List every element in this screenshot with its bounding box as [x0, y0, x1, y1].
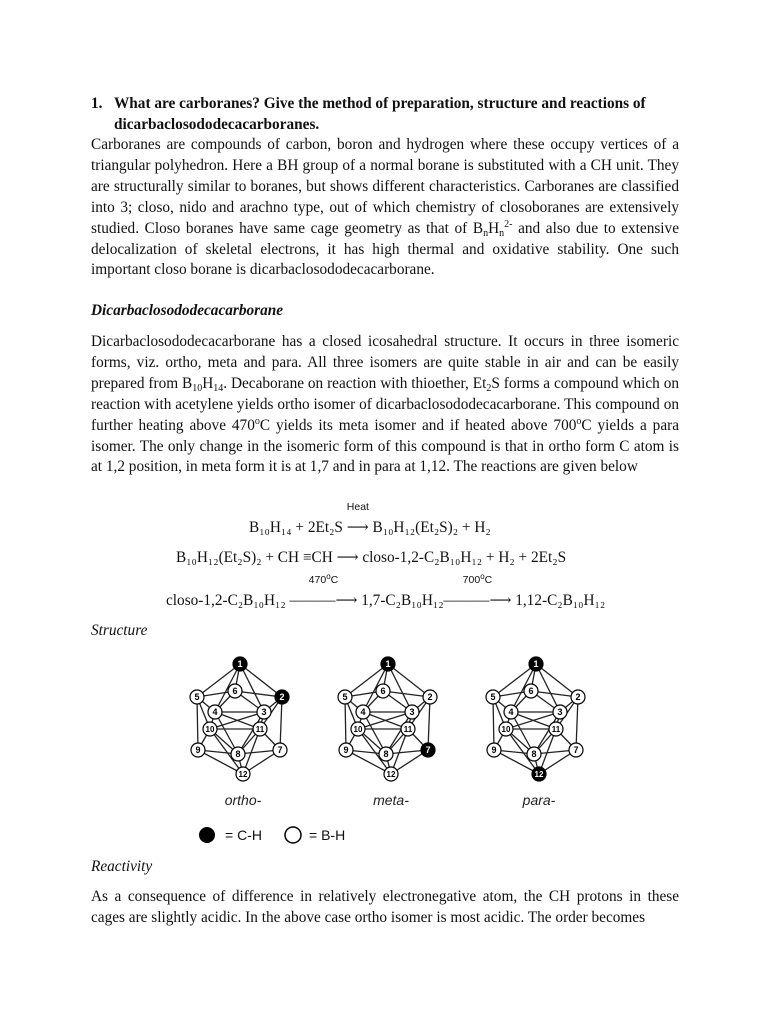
- reaction-3-arrow-1: [289, 572, 358, 610]
- intro-h: H: [488, 219, 500, 237]
- bond: [280, 697, 282, 750]
- reaction-3: [166, 572, 606, 610]
- atom-number: 9: [343, 745, 349, 755]
- question-line-1: What are carboranes? Give the method of preparation, structure and reactions of: [114, 95, 646, 112]
- question-line-2: dicarbaclosododecacarboranes.: [114, 116, 320, 133]
- atom-number: 12: [386, 770, 396, 779]
- reaction-1-reactants: B₁₀H₁₄ + 2Et₂S: [249, 519, 343, 536]
- atom-number: 4: [508, 707, 514, 717]
- atom-number: 8: [235, 749, 241, 759]
- reaction-1-arrow-glyph: ⟶: [346, 519, 369, 536]
- bond: [493, 697, 494, 750]
- atom-number: 5: [342, 692, 348, 702]
- reaction-1: [249, 501, 491, 537]
- atom-number: 1: [533, 659, 539, 669]
- reaction-3-arrow-1-glyph: ———⟶: [289, 592, 358, 609]
- intro-paragraph: [91, 135, 679, 281]
- atom-number: 1: [385, 659, 391, 669]
- atom-number: 11: [551, 725, 561, 734]
- body-paragraph: [91, 332, 679, 478]
- atom-number: 10: [205, 725, 215, 734]
- atom-number: 4: [212, 707, 218, 717]
- atom-number: 4: [360, 707, 366, 717]
- reaction-3-condition-2: [444, 574, 512, 586]
- structure-label: ortho-: [224, 792, 262, 808]
- body-text-5: C yields a para isomer. The only change in the isomeric form of this compound is that in ortho form C atom is at 1,2 position, in meta form it is at 1,7 and in para at 1,12. The reactions are given below: [91, 416, 679, 476]
- question-heading: [91, 93, 691, 135]
- structure-ortho: [190, 657, 289, 808]
- atom-number: 5: [194, 692, 200, 702]
- bond: [576, 697, 578, 750]
- structure-label: meta-: [373, 792, 409, 808]
- reaction-3-arrow-2: [443, 572, 512, 610]
- atom-number: 12: [238, 770, 248, 779]
- structure-para: [486, 657, 585, 808]
- structure-meta: [338, 657, 437, 808]
- atom-number: 8: [383, 749, 389, 759]
- legend-ch-dot: [199, 827, 215, 843]
- atom-number: 2: [427, 692, 433, 702]
- atom-number: 6: [380, 686, 386, 696]
- atom-number: 1: [237, 659, 243, 669]
- intro-charge: 2-: [504, 218, 513, 230]
- legend: [195, 820, 395, 850]
- structure-label: para-: [522, 792, 556, 808]
- legend-bh-dot: [285, 827, 301, 843]
- intro-sub-n1: n: [483, 227, 489, 239]
- atom-number: 10: [501, 725, 511, 734]
- atom-number: 11: [255, 725, 265, 734]
- reaction-1-arrow: [346, 501, 369, 537]
- body-sub-10: 10: [192, 382, 203, 394]
- atom-number: 12: [534, 770, 544, 779]
- atom-number: 9: [491, 745, 497, 755]
- atom-number: 3: [409, 707, 415, 717]
- atom-number: 10: [353, 725, 363, 734]
- intro-text-1: Carboranes are compounds of carbon, boron and hydrogen where these occupy vertices of a triangular polyhedron. Here a BH group of a normal borane is substituted with a CH unit. They are structurally similar to boranes, but shows different characteristics. Carboranes are classified into 3; closo, nido and arachno type, out of which chemistry of closoboranes are extensively studied. Closo boranes have same cage geometry as that of B: [91, 136, 679, 237]
- atom-number: 7: [277, 745, 283, 755]
- reaction-3-unit-2: C: [484, 574, 493, 586]
- bond: [388, 664, 412, 712]
- body-text-1: Dicarbaclosododecacarborane has a closed icosahedral structure. It occurs in three isomeric forms, viz. ortho, meta and para. All three isomers are quite stable in air and can be easily prepared from B: [91, 333, 679, 392]
- reaction-3-temp-2: 700: [462, 574, 481, 586]
- reaction-3-reactant: closo-1,2-C₂B₁₀H₁₂: [166, 592, 286, 609]
- bond: [536, 664, 560, 712]
- atom-number: 3: [557, 707, 563, 717]
- intro-sub-n2: n: [499, 227, 505, 239]
- reaction-3-unit-1: C: [330, 574, 339, 586]
- reaction-1-products: B₁₀H₁₂(Et₂S)₂ + H₂: [372, 519, 491, 536]
- atom-number: 7: [573, 745, 579, 755]
- body-sub-2: 2: [486, 382, 492, 394]
- atom-number: 8: [531, 749, 537, 759]
- legend-ch-label: = C-H: [225, 827, 262, 843]
- atom-number: 6: [528, 686, 534, 696]
- body-deg-2: o: [576, 415, 582, 427]
- bond: [197, 697, 198, 750]
- question-number: 1.: [91, 95, 103, 112]
- atom-number: 5: [490, 692, 496, 702]
- atom-number: 6: [232, 686, 238, 696]
- body-deg-1: o: [254, 415, 260, 427]
- atom-number: 2: [575, 692, 581, 702]
- reaction-3-deg-2: o: [480, 572, 485, 581]
- body-sub-14: 14: [213, 382, 224, 394]
- body-text-2: . Decaborane on reaction with thioether, Et: [223, 374, 487, 392]
- section-heading-structure: Structure: [91, 622, 148, 639]
- atom-number: 9: [195, 745, 201, 755]
- reaction-2: B₁₀H₁₂(Et₂S)₂ + CH ≡CH ⟶ closo-1,2-C₂B₁₀H₁₂ + H₂ + 2Et₂S: [176, 549, 567, 566]
- atom-number: 2: [279, 692, 285, 702]
- legend-bh-label: = B-H: [309, 827, 346, 843]
- section-heading-reactivity: Reactivity: [91, 858, 153, 875]
- reaction-3-temp-1: 470: [308, 574, 327, 586]
- atom-number: 11: [403, 725, 413, 734]
- body-text-4: C yields its meta isomer and if heated above 700: [259, 416, 577, 434]
- reaction-3-condition-1: [290, 574, 358, 586]
- atom-number: 7: [425, 745, 431, 755]
- section-heading-dicarba: Dicarbaclosododecacarborane: [91, 302, 284, 319]
- reaction-3-arrow-2-glyph: ———⟶: [443, 592, 512, 609]
- bond: [345, 697, 346, 750]
- bond: [428, 697, 430, 750]
- body-text-3: S forms a compound which on reaction with acetylene yields ortho isomer of dicarbaclosododecacarborane. This compound on further heating above 470: [91, 374, 679, 434]
- body-h: H: [202, 374, 214, 392]
- reaction-3-intermediate: 1,7-C₂B₁₀H₁₂: [361, 592, 444, 609]
- reactivity-paragraph: As a consequence of difference in relatively electronegative atom, the CH protons in these cages are slightly acidic. In the above case ortho isomer is most acidic. The order becomes: [91, 888, 679, 926]
- atom-number: 3: [261, 707, 267, 717]
- reaction-3-product: 1,12-C₂B₁₀H₁₂: [515, 592, 606, 609]
- intro-text-2: and also due to extensive delocalization of skeletal electrons, it has high thermal and oxidative stability. One such important closo borane is dicarbaclosododecacarborane.: [91, 219, 679, 279]
- reaction-1-condition: Heat: [346, 501, 369, 513]
- bond: [240, 664, 264, 712]
- reaction-3-deg-1: o: [326, 572, 331, 581]
